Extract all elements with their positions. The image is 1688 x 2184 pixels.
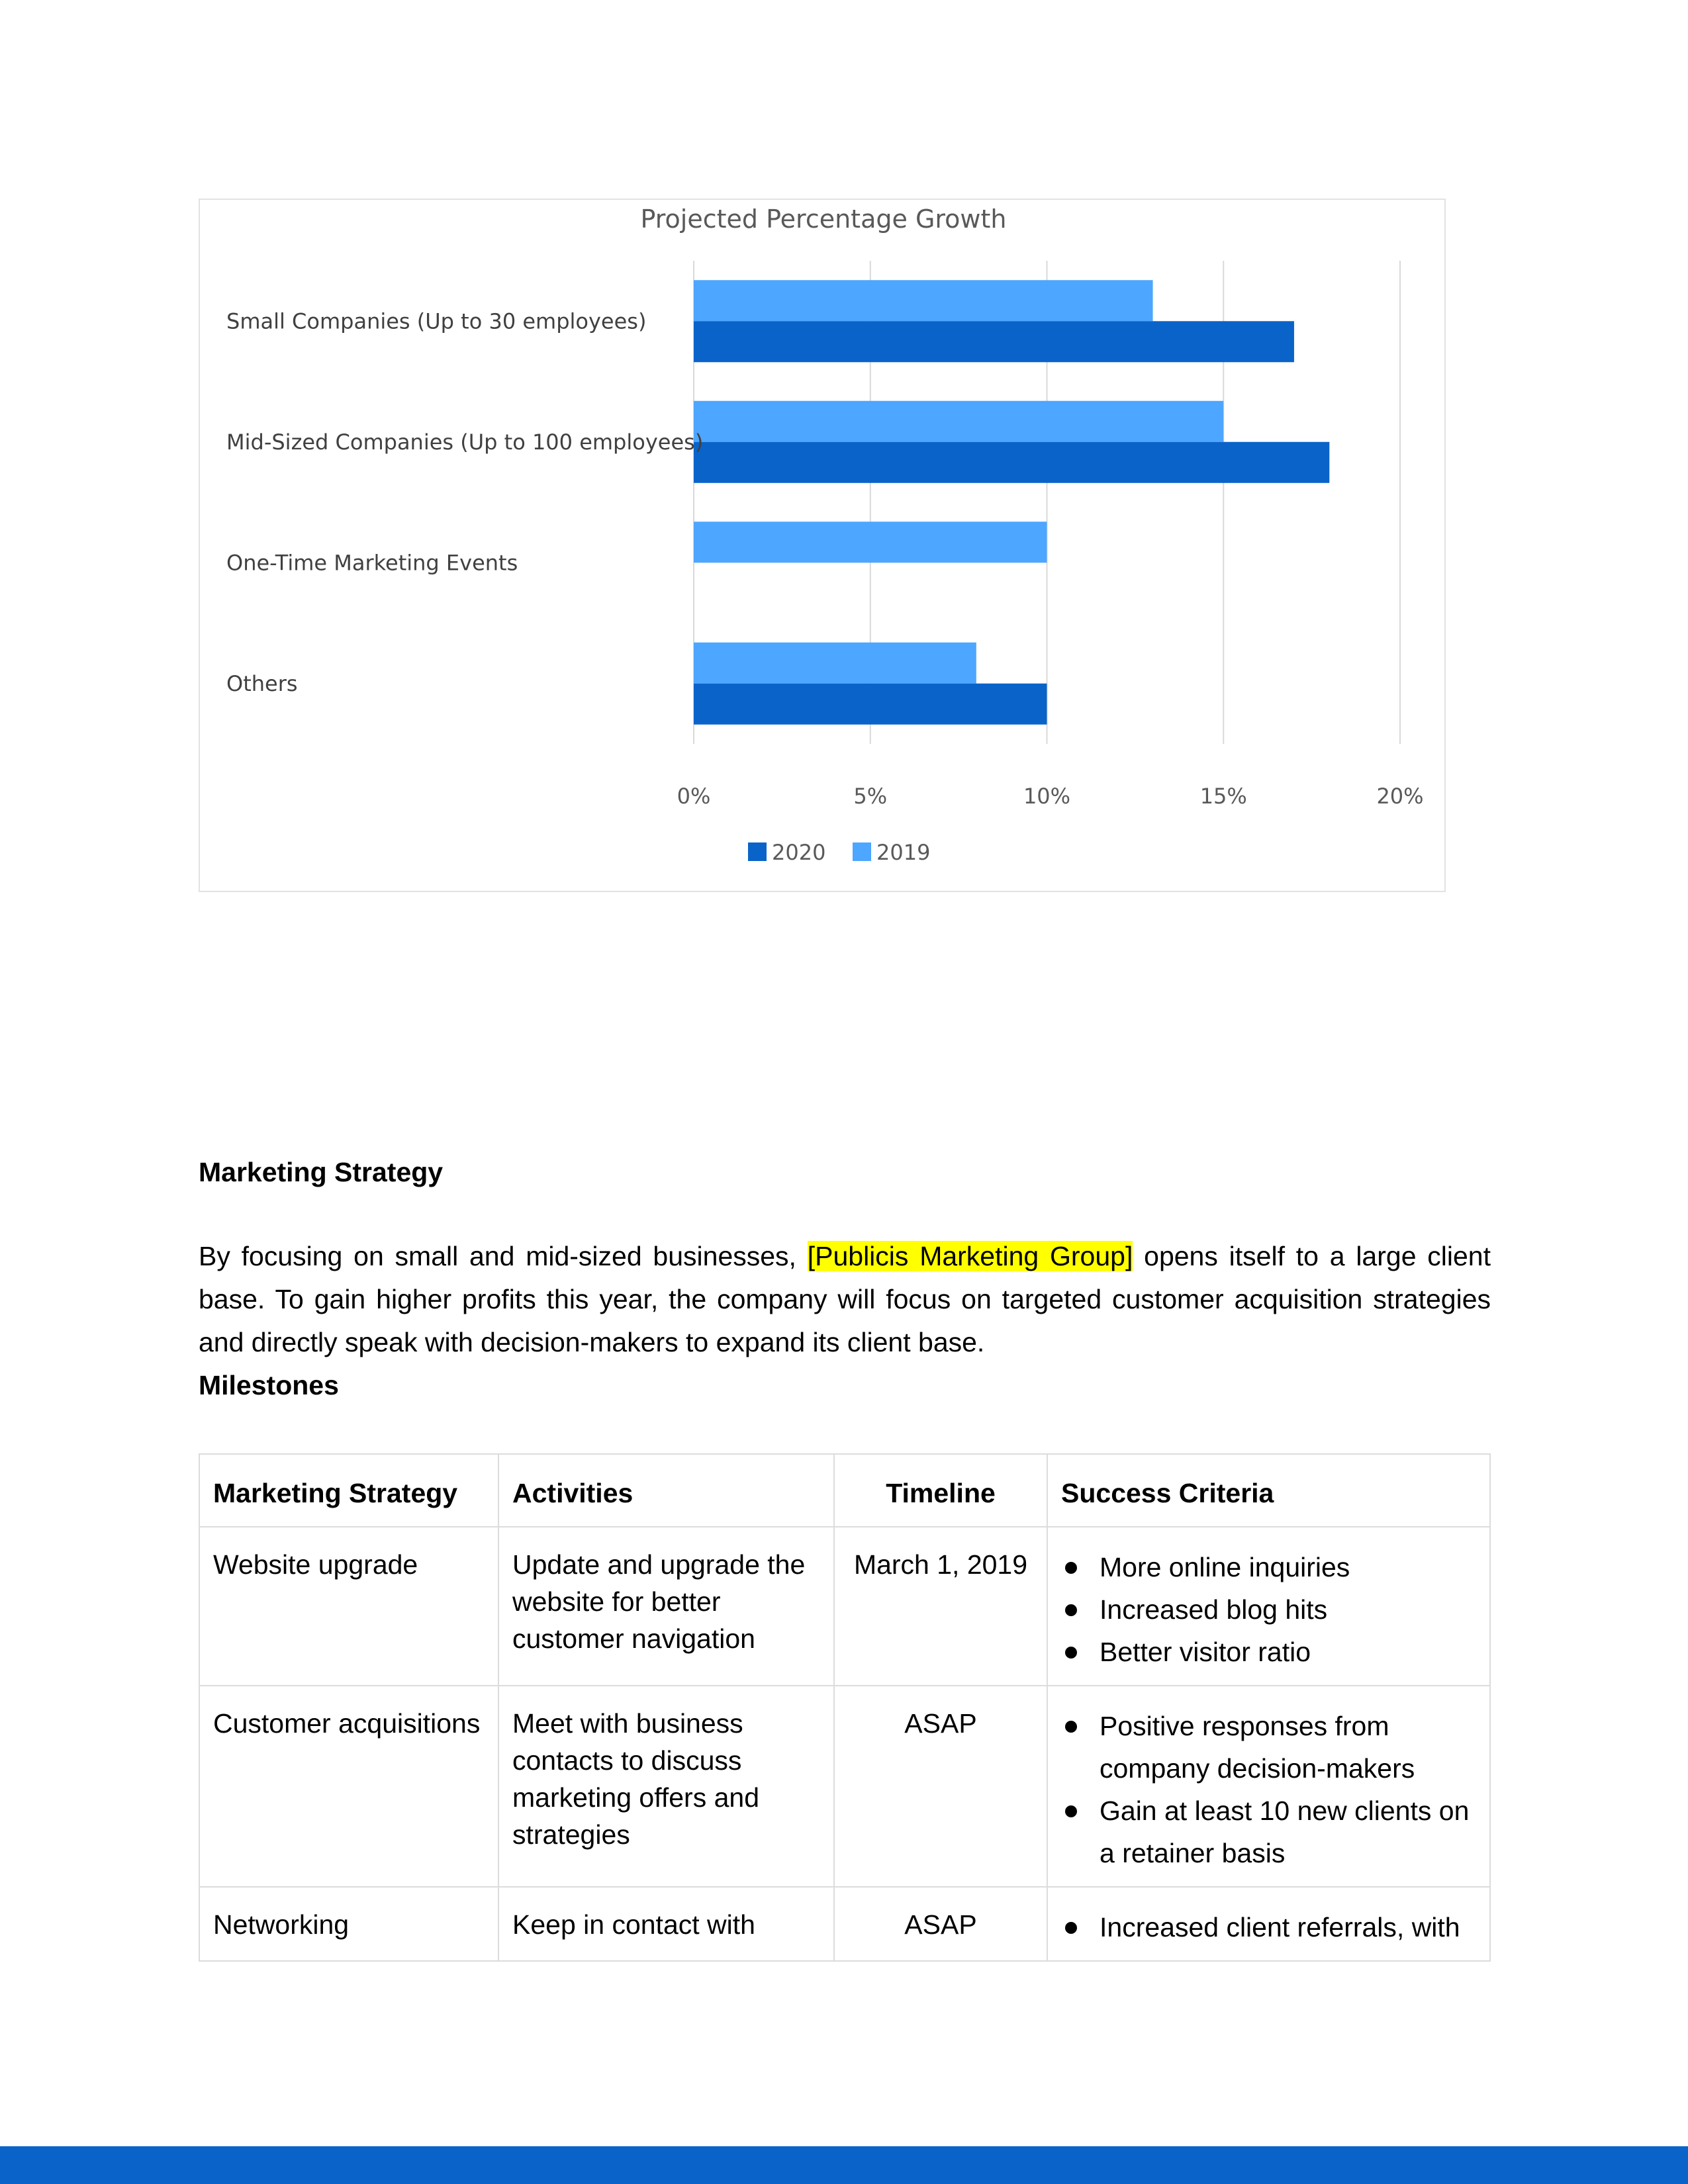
x-tick-label: 20%: [1376, 784, 1424, 809]
criteria-list: [1061, 1906, 1476, 1948]
x-tick-label: 5%: [853, 784, 888, 809]
bar-2019: [694, 643, 976, 684]
growth-chart-svg: [200, 200, 1447, 893]
cell-timeline: ASAP: [834, 1887, 1047, 1961]
x-tick-label: 15%: [1199, 784, 1247, 809]
category-label: Others: [226, 670, 298, 696]
criteria-item: Better visitor ratio: [1061, 1631, 1476, 1673]
cell-activities: Update and upgrade the website for better customer navigation: [498, 1527, 834, 1686]
table-header-row: [199, 1454, 1490, 1527]
cell-success-criteria: [1047, 1686, 1490, 1887]
cell-success-criteria: [1047, 1527, 1490, 1686]
bar-2020: [694, 442, 1329, 483]
bar-2019: [694, 522, 1047, 563]
bar-2020: [694, 321, 1294, 362]
column-header-success-criteria: Success Criteria: [1047, 1454, 1490, 1527]
section-heading-marketing-strategy: Marketing Strategy: [199, 1157, 444, 1187]
x-tick-label: 0%: [677, 784, 711, 809]
bar-2019: [694, 401, 1223, 442]
bar-2019: [694, 280, 1153, 321]
column-header-activities: Activities: [498, 1454, 834, 1527]
strategy-paragraph-end: opens itself to a large client base. To gain higher profits this year, the company will focus on targeted customer acquisition strategies and directly speak with decision-makers to expand its client base.: [199, 1241, 1491, 1357]
column-header-strategy: Marketing Strategy: [199, 1454, 498, 1527]
cell-strategy: Website upgrade: [199, 1527, 498, 1686]
criteria-item: Positive responses from company decision-makers: [1061, 1705, 1476, 1790]
x-tick-label: 10%: [1023, 784, 1071, 809]
category-label: Mid-Sized Companies (Up to 100 employees): [226, 429, 704, 455]
category-label: One-Time Marketing Events: [226, 550, 518, 576]
growth-chart: [199, 199, 1446, 892]
chart-title: Projected Percentage Growth: [640, 205, 1007, 234]
cell-timeline: March 1, 2019: [834, 1527, 1047, 1686]
table-row: [199, 1887, 1490, 1961]
strategy-paragraph-start: By focusing on small and mid-sized businesses,: [199, 1241, 808, 1271]
cell-success-criteria: [1047, 1887, 1490, 1961]
cell-activities: Meet with business contacts to discuss marketing offers and strategies: [498, 1686, 834, 1887]
cell-strategy: Customer acquisitions: [199, 1686, 498, 1887]
criteria-item: More online inquiries: [1061, 1546, 1476, 1588]
cell-activities: Keep in contact with: [498, 1887, 834, 1961]
legend-label: 2020: [772, 840, 826, 865]
footer-bar: [0, 2146, 1688, 2184]
legend-swatch: [853, 842, 871, 861]
strategy-paragraph: [199, 1235, 1491, 1364]
category-label: Small Companies (Up to 30 employees): [226, 308, 647, 334]
cell-timeline: ASAP: [834, 1686, 1047, 1887]
table-row: [199, 1686, 1490, 1887]
cell-strategy: Networking: [199, 1887, 498, 1961]
criteria-list: [1061, 1705, 1476, 1874]
criteria-item: Gain at least 10 new clients on a retainer basis: [1061, 1790, 1476, 1874]
milestones-table: [199, 1453, 1491, 1962]
criteria-item: Increased client referrals, with: [1061, 1906, 1476, 1948]
section-heading-milestones: Milestones: [199, 1370, 339, 1400]
bar-2020: [694, 684, 1047, 725]
criteria-item: Increased blog hits: [1061, 1588, 1476, 1631]
company-name-highlight: [Publicis Marketing Group]: [807, 1241, 1133, 1271]
legend-swatch: [748, 842, 767, 861]
table-row: [199, 1527, 1490, 1686]
column-header-timeline: Timeline: [834, 1454, 1047, 1527]
legend-label: 2019: [876, 840, 931, 865]
criteria-list: [1061, 1546, 1476, 1673]
